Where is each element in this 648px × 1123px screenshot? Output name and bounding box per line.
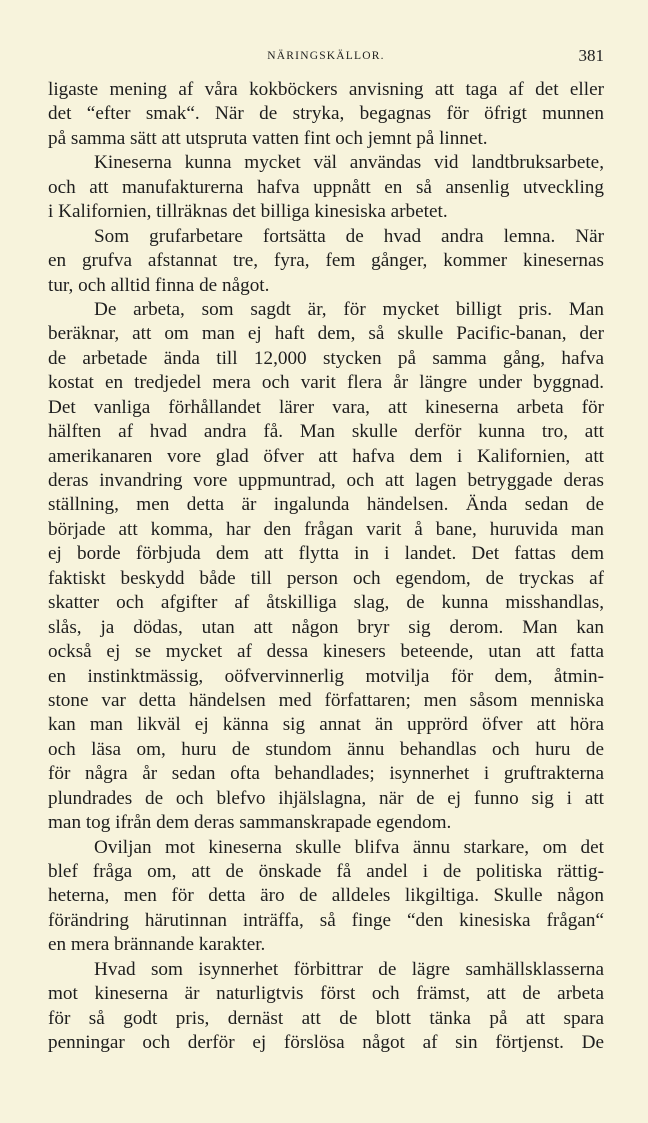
text-line: ej borde förbjuda dem att flytta in i landet. Det fattas dem xyxy=(48,543,604,565)
text-line: på samma sätt att utspruta vatten fint och jemnt på linnet. xyxy=(48,127,488,149)
text-line: ligaste mening af våra kokböckers anvisning att taga af det eller xyxy=(48,79,604,100)
paragraph-4 xyxy=(48,298,604,836)
text-line: deras invandring vore uppmuntrad, och att lagen betryggade deras xyxy=(48,470,604,491)
text-line: och att manufakturerna hafva uppnått en så ansenlig utveckling xyxy=(48,176,604,198)
text-line: det “efter smak“. När de stryka, begagnas för öfrigt munnen xyxy=(48,103,604,125)
text-line: kostat en tredjedel mera och varit flera år längre under byggnad. xyxy=(48,372,604,394)
paragraph-2 xyxy=(48,151,604,224)
text-line: och läsa om, huru de stundom ännu behandlas och huru de xyxy=(48,738,604,760)
body-text xyxy=(48,78,604,1056)
text-line: blef fråga om, att de önskade få andel i de politiska rättig- xyxy=(48,861,604,882)
text-line: man tog ifrån dem deras sammanskrapade egendom. xyxy=(48,812,452,834)
text-line: en grufva afstannat tre, fyra, fem gånger, kommer kinesernas xyxy=(48,250,604,272)
text-line: beräknar, att om man ej haft dem, så skulle Pacific-banan, der xyxy=(48,323,604,345)
text-line: ställning, men detta är ingalunda händelsen. Ända sedan de xyxy=(48,494,604,516)
running-title: NÄRINGSKÄLLOR. xyxy=(267,50,385,62)
paragraph-3 xyxy=(48,225,604,298)
text-line: stone var detta händelsen med författaren; men såsom menniska xyxy=(48,689,604,711)
text-line: också ej se mycket af dessa kinesers beteende, utan att fatta xyxy=(48,641,604,663)
text-line: de arbetade ända till 12,000 stycken på samma gång, hafva xyxy=(48,347,604,369)
text-line: en mera brännande karakter. xyxy=(48,934,266,956)
text-line: amerikanaren vore glad öfver att hafva dem i Kalifornien, att xyxy=(48,445,604,467)
text-line: hälften af hvad andra få. Man skulle derför kunna tro, att xyxy=(48,421,604,443)
text-line: Som grufarbetare fortsätta de hvad andra lemna. När xyxy=(94,225,604,247)
text-line: tur, och alltid finna de något. xyxy=(48,274,270,296)
text-line: skatter och afgifter af åtskilliga slag, de kunna misshandlas, xyxy=(48,592,604,614)
text-line: plundrades de och blefvo ihjälslagna, när de ej funno sig i att xyxy=(48,787,604,809)
text-line: Det vanliga förhållandet lärer vara, att kineserna arbeta för xyxy=(48,396,604,418)
page-number: 381 xyxy=(578,46,604,65)
paragraph-1 xyxy=(48,78,604,151)
text-line: för några år sedan ofta behandlades; isynnerhet i gruftrakterna xyxy=(48,763,604,785)
text-line: Hvad som isynnerhet förbittrar de lägre samhällsklasserna xyxy=(94,958,604,980)
text-line: De arbeta, som sagdt är, för mycket billigt pris. Man xyxy=(94,298,604,320)
text-line: penningar och derför ej förslösa något af sin förtjenst. De xyxy=(48,1032,604,1054)
text-line: kan man likväl ej känna sig annat än upprörd öfver att höra xyxy=(48,714,604,736)
text-line: i Kalifornien, tillräknas det billiga kinesiska arbetet. xyxy=(48,201,448,223)
text-line: heterna, men för detta äro de alldeles likgiltiga. Skulle någon xyxy=(48,885,604,907)
text-line: mot kineserna är naturligtvis först och främst, att de arbeta xyxy=(48,983,604,1005)
text-line: började att komma, har den frågan varit å bane, huruvida man xyxy=(48,518,604,540)
paragraph-6 xyxy=(48,958,604,1056)
text-line: slås, ja dödas, utan att någon bryr sig derom. Man kan xyxy=(48,616,604,638)
text-line: för så godt pris, dernäst att de blott tänka på att spara xyxy=(48,1007,604,1029)
paragraph-5 xyxy=(48,836,604,958)
text-line: en instinktmässig, oöfvervinnerlig motvilja för dem, åtmin- xyxy=(48,665,604,687)
running-header xyxy=(48,44,604,68)
text-line: Oviljan mot kineserna skulle blifva ännu starkare, om det xyxy=(94,836,604,858)
text-line: Kineserna kunna mycket väl användas vid landtbruksarbete, xyxy=(94,152,604,174)
text-line: faktiskt beskydd både till person och egendom, de tryckas af xyxy=(48,567,604,589)
text-line: förändring härutinnan inträffa, så finge “den kinesiska frågan“ xyxy=(48,909,604,931)
